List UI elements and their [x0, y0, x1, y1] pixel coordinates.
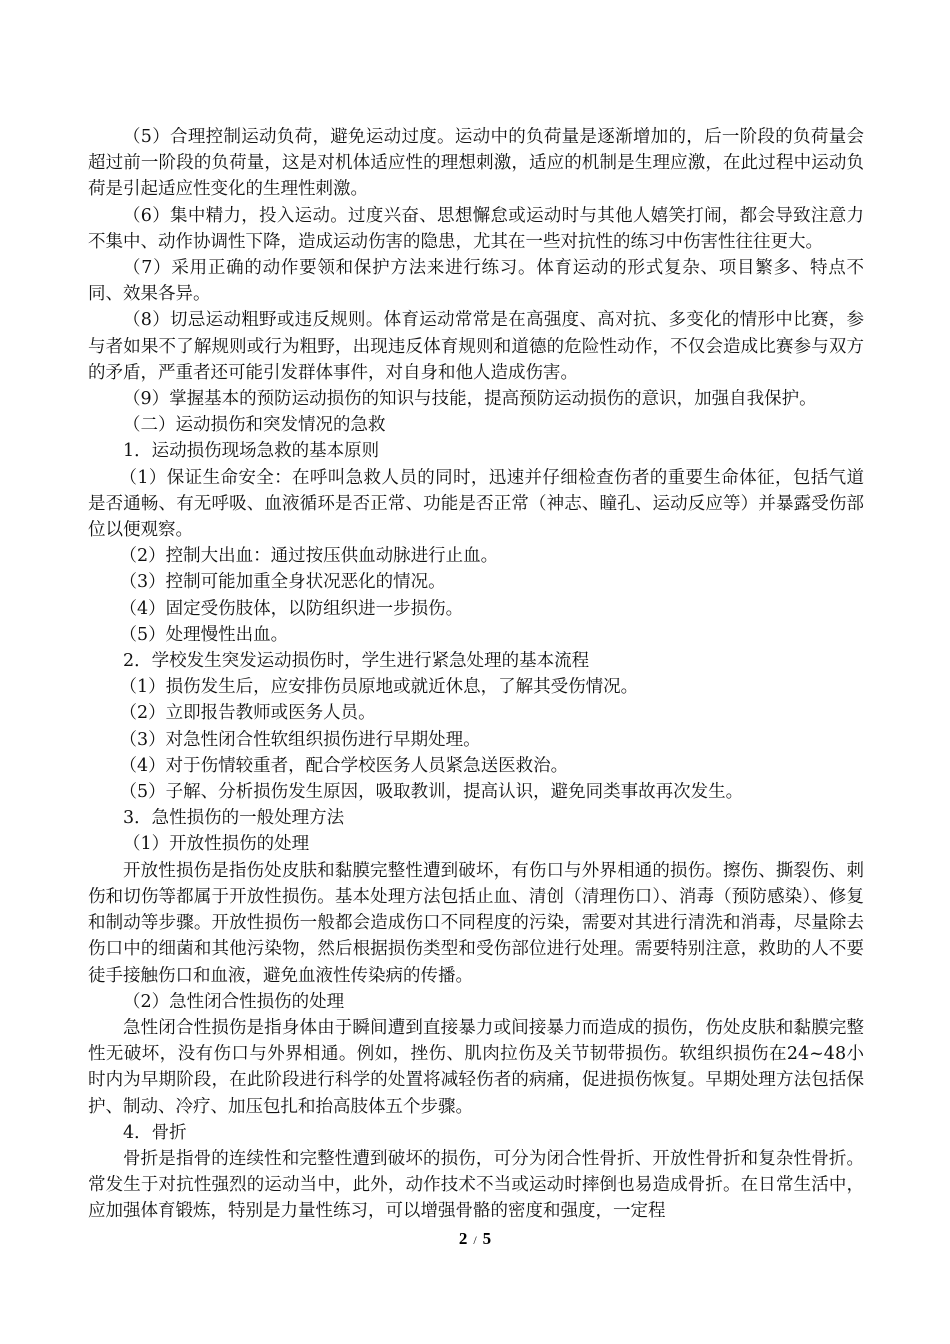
page-separator: / [473, 1233, 477, 1247]
subheading-closed-injury: （2）急性闭合性损伤的处理 [123, 991, 345, 1012]
principle-item-2: （2）控制大出血：通过按压供血动脉进行止血。 [119, 546, 499, 567]
document-body [88, 124, 864, 1228]
paragraph-item-6: （6）集中精力，投入运动。过度兴奋、思想懈怠或运动时与其他人嬉笑打闹，都会导致注意力不集中、动作协调性下降，造成运动伤害的隐患，尤其在一些对抗性的练习中伤害性往往更大。 [88, 205, 864, 252]
procedure-item-5: （5）子解、分析损伤发生原因，吸取教训，提高认识，避免同类事故再次发生。 [119, 782, 744, 803]
paragraph-closed-injury: 急性闭合性损伤是指身体由于瞬间遭到直接暴力或间接暴力而造成的损伤，伤处皮肤和黏膜完整性无破坏，没有伤口与外界相通。例如，挫伤、肌肉拉伤及关节韧带损伤。软组织损伤在24~48小时内为早期阶段，在此阶段进行科学的处置将减轻伤者的病痛，促进损伤恢复。早期处理方法包括保护、制动、冷疗、加压包扎和抬高肢体五个步骤。 [88, 1017, 864, 1117]
paragraph-open-injury: 开放性损伤是指伤处皮肤和黏膜完整性遭到破坏，有伤口与外界相通的损伤。擦伤、撕裂伤、刺伤和切伤等都属于开放性损伤。基本处理方法包括止血、清创（清理伤口）、消毒（预防感染）、修复和制动等步骤。开放性损伤一般都会造成伤口不同程度的污染，需要对其进行清洗和消毒，尽量除去伤口中的细菌和其他污染物，然后根据损伤类型和受伤部位进行处理。需要特别注意，救助的人不要徒手接触伤口和血液，避免血液性传染病的传播。 [88, 860, 864, 986]
subheading-principles: 1．运动损伤现场急救的基本原则 [123, 441, 380, 462]
subheading-open-injury: （1）开放性损伤的处理 [123, 834, 310, 855]
paragraph-item-5: （5）合理控制运动负荷，避免运动过度。运动中的负荷量是逐渐增加的，后一阶段的负荷量会超过前一阶段的负荷量，这是对机体适应性的理想刺激，适应的机制是生理应激，在此过程中运动负荷是引起适应性变化的生理性刺激。 [88, 127, 864, 200]
principle-item-1: （1）保证生命安全：在呼叫急救人员的同时，迅速并仔细检查伤者的重要生命体征，包括气道是否通畅、有无呼吸、血液循环是否正常、功能是否正常（神志、瞳孔、运动反应等）并暴露受伤部位以便观察。 [88, 467, 864, 541]
principle-item-4: （4）固定受伤肢体，以防组织进一步损伤。 [119, 598, 464, 619]
paragraph-item-7: （7）采用正确的动作要领和保护方法来进行练习。体育运动的形式复杂、项目繁多、特点不同、效果各异。 [88, 258, 864, 305]
paragraph-item-8: （8）切忌运动粗野或违反规则。体育运动常常是在高强度、高对抗、多变化的情形中比赛，参与者如果不了解规则或行为粗野，出现违反体育规则和道德的危险性动作，不仅会造成比赛参与双方的矛盾，严重者还可能引发群体事件，对自身和他人造成伤害。 [88, 310, 864, 383]
section-heading-first-aid: （二）运动损伤和突发情况的急救 [123, 415, 386, 436]
procedure-item-1: （1）损伤发生后，应安排伤员原地或就近休息，了解其受伤情况。 [119, 677, 639, 698]
subheading-fracture: 4．骨折 [123, 1122, 187, 1143]
principle-item-3: （3）控制可能加重全身状况恶化的情况。 [119, 572, 446, 593]
principle-item-5: （5）处理慢性出血。 [119, 624, 289, 645]
procedure-item-3: （3）对急性闭合性软组织损伤进行早期处理。 [119, 729, 481, 750]
subheading-acute-injury: 3．急性损伤的一般处理方法 [123, 808, 345, 829]
procedure-item-4: （4）对于伤情较重者，配合学校医务人员紧急送医救治。 [119, 755, 569, 776]
page-number [0, 1229, 950, 1250]
subheading-school-procedure: 2．学校发生突发运动损伤时，学生进行紧急处理的基本流程 [123, 651, 590, 672]
paragraph-fracture: 骨折是指骨的连续性和完整性遭到破坏的损伤，可分为闭合性骨折、开放性骨折和复杂性骨折。常发生于对抗性强烈的运动当中，此外，动作技术不当或运动时摔倒也易造成骨折。在日常生活中，应加强体育锻炼，特别是力量性练习，可以增强骨骼的密度和强度，一定程 [88, 1148, 864, 1222]
total-pages-number: 5 [482, 1229, 492, 1248]
procedure-item-2: （2）立即报告教师或医务人员。 [119, 703, 376, 724]
current-page-number: 2 [458, 1229, 468, 1248]
paragraph-item-9: （9）掌握基本的预防运动损伤的知识与技能，提高预防运动损伤的意识，加强自我保护。 [123, 389, 817, 410]
